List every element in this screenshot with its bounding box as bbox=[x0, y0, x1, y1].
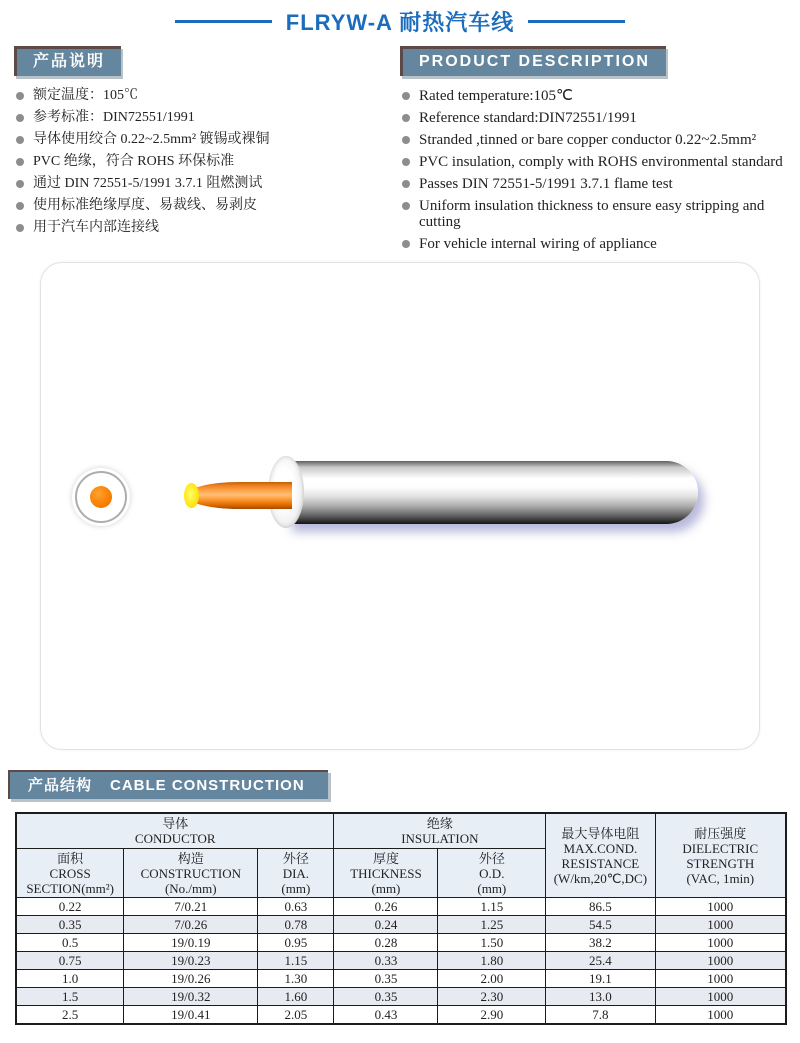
table-cell: 19/0.26 bbox=[124, 970, 258, 988]
list-item bbox=[400, 132, 792, 148]
list-item-text: 额定温度：105℃ bbox=[33, 88, 138, 103]
header-line: (mm) bbox=[281, 880, 311, 896]
list-item-text: 用于汽车内部连接线 bbox=[33, 220, 159, 235]
table-cell: 2.00 bbox=[438, 970, 546, 988]
table-cell: 7/0.26 bbox=[124, 916, 258, 934]
table-cell: 1000 bbox=[655, 1006, 786, 1025]
list-item bbox=[14, 132, 400, 148]
wire-conductor bbox=[186, 482, 292, 509]
section-heading-en: PRODUCT DESCRIPTION bbox=[400, 46, 666, 76]
table-cell: 0.78 bbox=[258, 916, 334, 934]
title-rule-right bbox=[528, 20, 625, 23]
header-line: 外径 bbox=[478, 850, 505, 866]
list-item bbox=[14, 154, 400, 170]
table-cell: 1000 bbox=[655, 952, 786, 970]
table-cell: 19/0.41 bbox=[124, 1006, 258, 1025]
table-group-header-row bbox=[16, 813, 786, 849]
list-item-text: 使用标准绝缘厚度、易裁线、易剥皮 bbox=[33, 198, 257, 213]
page-title: FLRYW-A 耐热汽车线 bbox=[285, 10, 515, 35]
header-line: THICKNESS bbox=[350, 865, 422, 881]
table-cell: 1.15 bbox=[258, 952, 334, 970]
header-line: 构造 bbox=[177, 850, 204, 866]
table-cell: 2.05 bbox=[258, 1006, 334, 1025]
table-cell: 1.30 bbox=[258, 970, 334, 988]
list-item-text: PVC insulation, comply with ROHS environmental standard bbox=[419, 154, 783, 170]
table-cell: 0.75 bbox=[16, 952, 124, 970]
construction-heading-en: CABLE CONSTRUCTION bbox=[110, 777, 305, 794]
wire-conductor-tip bbox=[184, 483, 199, 508]
list-item-text: PVC 绝缘，符合 ROHS 环保标准 bbox=[33, 154, 235, 169]
table-cell: 19/0.19 bbox=[124, 934, 258, 952]
table-cell: 0.95 bbox=[258, 934, 334, 952]
list-item bbox=[14, 176, 400, 192]
group-header-zh: 绝缘 bbox=[426, 816, 453, 831]
table-cell: 1.5 bbox=[16, 988, 124, 1006]
construction-heading-zh: 产品结构 bbox=[28, 777, 93, 794]
header-line: DIELECTRIC bbox=[682, 840, 759, 856]
list-item bbox=[400, 176, 792, 192]
table-cell: 0.5 bbox=[16, 934, 124, 952]
table-cell: 13.0 bbox=[546, 988, 655, 1006]
cable-illustration-panel bbox=[40, 262, 760, 750]
table-cell: 7/0.21 bbox=[124, 898, 258, 916]
group-header-zh: 导体 bbox=[162, 816, 189, 831]
header-line: 耐压强度 bbox=[694, 825, 747, 841]
table-cell: 0.43 bbox=[334, 1006, 438, 1025]
bullet-icon bbox=[402, 136, 410, 144]
list-item bbox=[14, 198, 400, 214]
group-header-en: CONDUCTOR bbox=[134, 831, 216, 846]
title-rule-left bbox=[175, 20, 272, 23]
list-item-text: Stranded ,tinned or bare copper conductor 0.22~2.5mm² bbox=[419, 132, 757, 148]
header-line: DIA. bbox=[282, 865, 310, 881]
wire-insulation-tube bbox=[286, 461, 698, 524]
bullet-list-en bbox=[400, 88, 792, 252]
product-description-cn bbox=[14, 46, 400, 258]
table-cell: 7.8 bbox=[546, 1006, 655, 1025]
table-row bbox=[16, 988, 786, 1006]
construction-section-heading bbox=[8, 770, 328, 799]
bullet-icon bbox=[402, 240, 410, 248]
page-header bbox=[0, 6, 800, 37]
bullet-icon bbox=[16, 224, 24, 232]
table-cell: 19/0.32 bbox=[124, 988, 258, 1006]
table-cell: 0.24 bbox=[334, 916, 438, 934]
column-header-dielectric-strength bbox=[655, 813, 786, 898]
header-line: 面积 bbox=[57, 850, 84, 866]
cable-cross-section-illustration bbox=[75, 471, 127, 523]
table-cell: 1000 bbox=[655, 970, 786, 988]
header-line: CONSTRUCTION bbox=[140, 865, 241, 881]
header-line: 厚度 bbox=[372, 850, 399, 866]
column-header-od bbox=[438, 849, 546, 898]
header-line: STRENGTH bbox=[686, 855, 755, 871]
bullet-icon bbox=[16, 136, 24, 144]
cable-construction-table bbox=[15, 812, 787, 1025]
header-line: (VAC, 1min) bbox=[686, 870, 755, 886]
table-cell: 54.5 bbox=[546, 916, 655, 934]
bullet-icon bbox=[16, 158, 24, 166]
group-header-insulation bbox=[334, 813, 546, 849]
header-line: 外径 bbox=[282, 850, 309, 866]
product-description-en bbox=[400, 46, 792, 258]
table-cell: 1.80 bbox=[438, 952, 546, 970]
table-cell: 19.1 bbox=[546, 970, 655, 988]
table-cell: 0.35 bbox=[334, 970, 438, 988]
list-item-text: Rated temperature:105℃ bbox=[419, 88, 573, 104]
header-line: SECTION(mm²) bbox=[26, 880, 114, 896]
header-line: RESISTANCE bbox=[561, 855, 640, 871]
table-cell: 86.5 bbox=[546, 898, 655, 916]
bullet-icon bbox=[402, 180, 410, 188]
table-cell: 0.28 bbox=[334, 934, 438, 952]
header-line: 最大导体电阻 bbox=[561, 825, 640, 841]
list-item-text: For vehicle internal wiring of appliance bbox=[419, 236, 657, 252]
table-row bbox=[16, 970, 786, 988]
table-row bbox=[16, 916, 786, 934]
table-cell: 1000 bbox=[655, 916, 786, 934]
bullet-icon bbox=[402, 114, 410, 122]
table-cell: 1.25 bbox=[438, 916, 546, 934]
list-item bbox=[14, 220, 400, 236]
list-item bbox=[400, 88, 792, 104]
list-item bbox=[14, 88, 400, 104]
table-row bbox=[16, 952, 786, 970]
table-cell: 38.2 bbox=[546, 934, 655, 952]
table-cell: 1000 bbox=[655, 898, 786, 916]
table-cell: 0.26 bbox=[334, 898, 438, 916]
list-item-text: 导体使用绞合 0.22~2.5mm² 镀锡或裸铜 bbox=[33, 132, 270, 147]
table-cell: 1.50 bbox=[438, 934, 546, 952]
table-cell: 1000 bbox=[655, 934, 786, 952]
table-cell: 0.63 bbox=[258, 898, 334, 916]
description-columns bbox=[14, 46, 792, 258]
list-item-text: Passes DIN 72551-5/1991 3.7.1 flame test bbox=[419, 176, 673, 192]
section-heading-cn: 产品说明 bbox=[14, 46, 121, 76]
table-row bbox=[16, 898, 786, 916]
cable-core-cross-section bbox=[90, 486, 112, 508]
header-line: (W/km,20℃,DC) bbox=[553, 870, 648, 886]
header-line: MAX.COND. bbox=[563, 840, 638, 856]
list-item-text: Reference standard:DIN72551/1991 bbox=[419, 110, 637, 126]
group-header-en: INSULATION bbox=[401, 831, 479, 846]
table-cell: 1.60 bbox=[258, 988, 334, 1006]
table-row bbox=[16, 1006, 786, 1025]
header-line: O.D. bbox=[479, 865, 505, 881]
group-header-conductor bbox=[16, 813, 334, 849]
list-item-text: 通过 DIN 72551-5/1991 3.7.1 阻燃测试 bbox=[33, 176, 263, 191]
list-item bbox=[400, 110, 792, 126]
column-header-thickness bbox=[334, 849, 438, 898]
list-item-text: Uniform insulation thickness to ensure easy stripping and cutting bbox=[419, 198, 765, 230]
table-cell: 2.90 bbox=[438, 1006, 546, 1025]
bullet-icon bbox=[16, 202, 24, 210]
table-cell: 2.5 bbox=[16, 1006, 124, 1025]
column-header-construction bbox=[124, 849, 258, 898]
bullet-icon bbox=[402, 202, 410, 210]
list-item bbox=[400, 236, 792, 252]
table-cell: 0.35 bbox=[16, 916, 124, 934]
bullet-icon bbox=[16, 180, 24, 188]
header-line: (mm) bbox=[477, 880, 507, 896]
list-item bbox=[400, 154, 792, 170]
bullet-icon bbox=[16, 114, 24, 122]
table-row bbox=[16, 934, 786, 952]
header-line: (mm) bbox=[371, 880, 401, 896]
bullet-list-cn bbox=[14, 88, 400, 236]
table-cell: 25.4 bbox=[546, 952, 655, 970]
table-cell: 0.35 bbox=[334, 988, 438, 1006]
table-cell: 0.22 bbox=[16, 898, 124, 916]
bullet-icon bbox=[402, 92, 410, 100]
list-item bbox=[14, 110, 400, 126]
bullet-icon bbox=[16, 92, 24, 100]
column-header-dia bbox=[258, 849, 334, 898]
bullet-icon bbox=[402, 158, 410, 166]
list-item bbox=[400, 198, 792, 230]
list-item-text: 参考标准：DIN72551/1991 bbox=[33, 110, 195, 125]
table-cell: 0.33 bbox=[334, 952, 438, 970]
table-cell: 1000 bbox=[655, 988, 786, 1006]
column-header-max-resistance bbox=[546, 813, 655, 898]
table-cell: 1.0 bbox=[16, 970, 124, 988]
table-cell: 19/0.23 bbox=[124, 952, 258, 970]
header-line: (No./mm) bbox=[164, 880, 217, 896]
column-header-cross-section bbox=[16, 849, 124, 898]
table-cell: 1.15 bbox=[438, 898, 546, 916]
table-cell: 2.30 bbox=[438, 988, 546, 1006]
header-line: CROSS bbox=[49, 865, 91, 881]
